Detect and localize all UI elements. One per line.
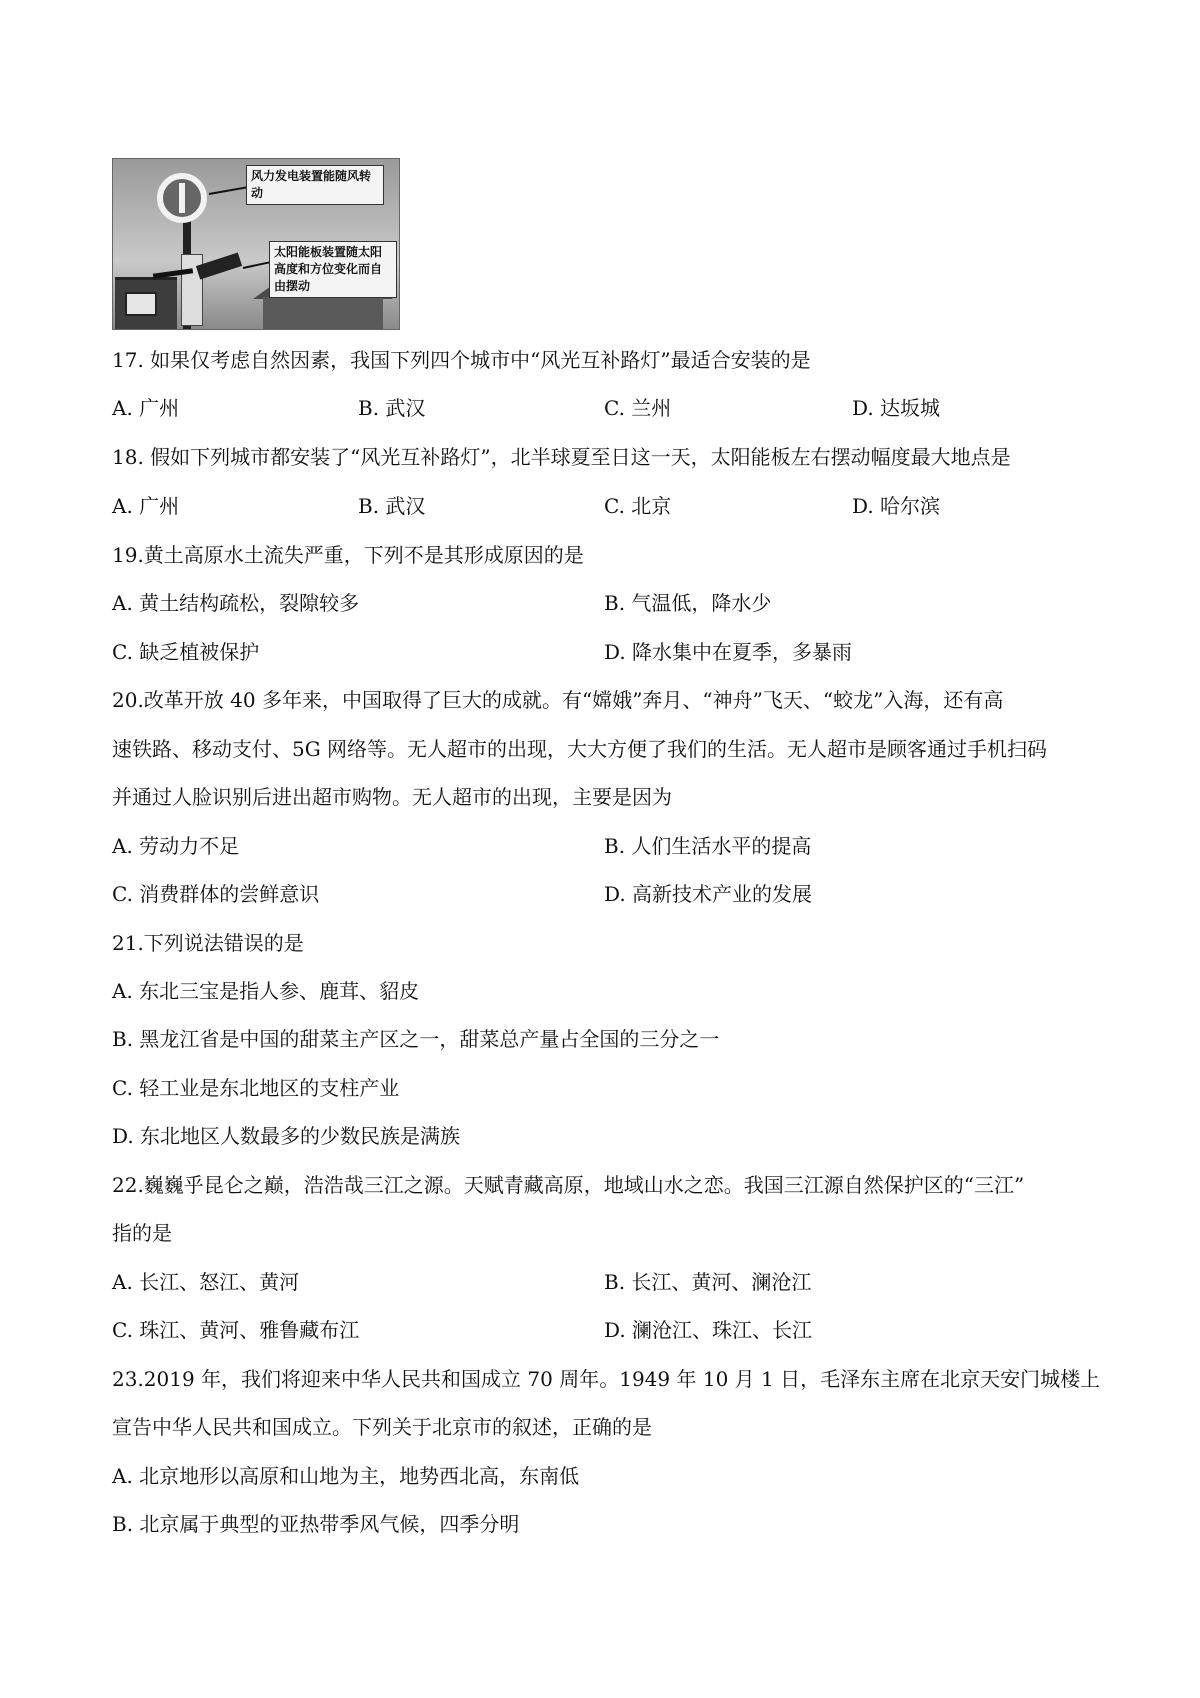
question-stem: 18. 假如下列城市都安装了“风光互补路灯”，北半球夏至日这一天，太阳能板左右摆动幅度最大地点是 [112, 445, 1011, 469]
option: D. 达坂城 [852, 396, 941, 420]
option: B. 武汉 [358, 494, 426, 518]
figure-house [263, 297, 383, 329]
option: B. 北京属于典型的亚热带季风气候，四季分明 [112, 1512, 520, 1536]
option: D. 东北地区人数最多的少数民族是满族 [112, 1124, 461, 1148]
option: D. 降水集中在夏季，多暴雨 [604, 640, 853, 664]
option: C. 消费群体的尝鲜意识 [112, 882, 320, 906]
option: B. 人们生活水平的提高 [604, 834, 812, 858]
figure-building [115, 277, 177, 330]
option: C. 珠江、黄河、雅鲁藏布江 [112, 1318, 360, 1342]
question-stem: 指的是 [112, 1221, 172, 1245]
question-stem: 23.2019 年，我们将迎来中华人民共和国成立 70 周年。1949 年 10 月 1 日，毛泽东主席在北京天安门城楼上 [112, 1367, 1101, 1391]
street-lamp-figure [112, 158, 400, 330]
question-stem: 19.黄土高原水土流失严重，下列不是其形成原因的是 [112, 543, 584, 567]
option: C. 兰州 [604, 396, 672, 420]
option: D. 哈尔滨 [852, 494, 941, 518]
label-solar: 太阳能板装置随太阳高度和方位变化而自由摆动 [269, 241, 397, 298]
option: B. 黑龙江省是中国的甜菜主产区之一，甜菜总产量占全国的三分之一 [112, 1027, 720, 1051]
option: A. 北京地形以高原和山地为主，地势西北高，东南低 [112, 1464, 580, 1488]
option: A. 黄土结构疏松，裂隙较多 [112, 591, 360, 615]
option: A. 长江、怒江、黄河 [112, 1270, 300, 1294]
option: A. 劳动力不足 [112, 834, 240, 858]
question-stem: 速铁路、移动支付、5G 网络等。无人超市的出现，大大方便了我们的生活。无人超市是顾客通过手机扫码 [112, 737, 1048, 761]
option: C. 轻工业是东北地区的支柱产业 [112, 1076, 400, 1100]
question-stem: 22.巍巍乎昆仑之巅，浩浩哉三江之源。天赋青藏高原，地域山水之恋。我国三江源自然保护区的“三江” [112, 1173, 1025, 1197]
option: D. 高新技术产业的发展 [604, 882, 813, 906]
question-stem: 宣告中华人民共和国成立。下列关于北京市的叙述，正确的是 [112, 1415, 652, 1439]
option: A. 广州 [112, 494, 180, 518]
option: B. 长江、黄河、澜沧江 [604, 1270, 812, 1294]
label-wind: 风力发电装置能随风转动 [246, 165, 384, 205]
option: C. 北京 [604, 494, 672, 518]
wind-turbine-icon [157, 173, 207, 223]
option: B. 武汉 [358, 396, 426, 420]
option: C. 缺乏植被保护 [112, 640, 260, 664]
question-stem: 17. 如果仅考虑自然因素，我国下列四个城市中“风光互补路灯”最适合安装的是 [112, 348, 811, 372]
question-stem: 21.下列说法错误的是 [112, 931, 304, 955]
option: D. 澜沧江、珠江、长江 [604, 1318, 813, 1342]
question-stem: 20.改革开放 40 多年来，中国取得了巨大的成就。有“嫦娥”奔月、“神舟”飞天、“蛟龙”入海，还有高 [112, 688, 1004, 712]
option: A. 广州 [112, 396, 180, 420]
option: A. 东北三宝是指人参、鹿茸、貂皮 [112, 979, 420, 1003]
question-stem: 并通过人脸识别后进出超市购物。无人超市的出现，主要是因为 [112, 785, 672, 809]
option: B. 气温低，降水少 [604, 591, 772, 615]
